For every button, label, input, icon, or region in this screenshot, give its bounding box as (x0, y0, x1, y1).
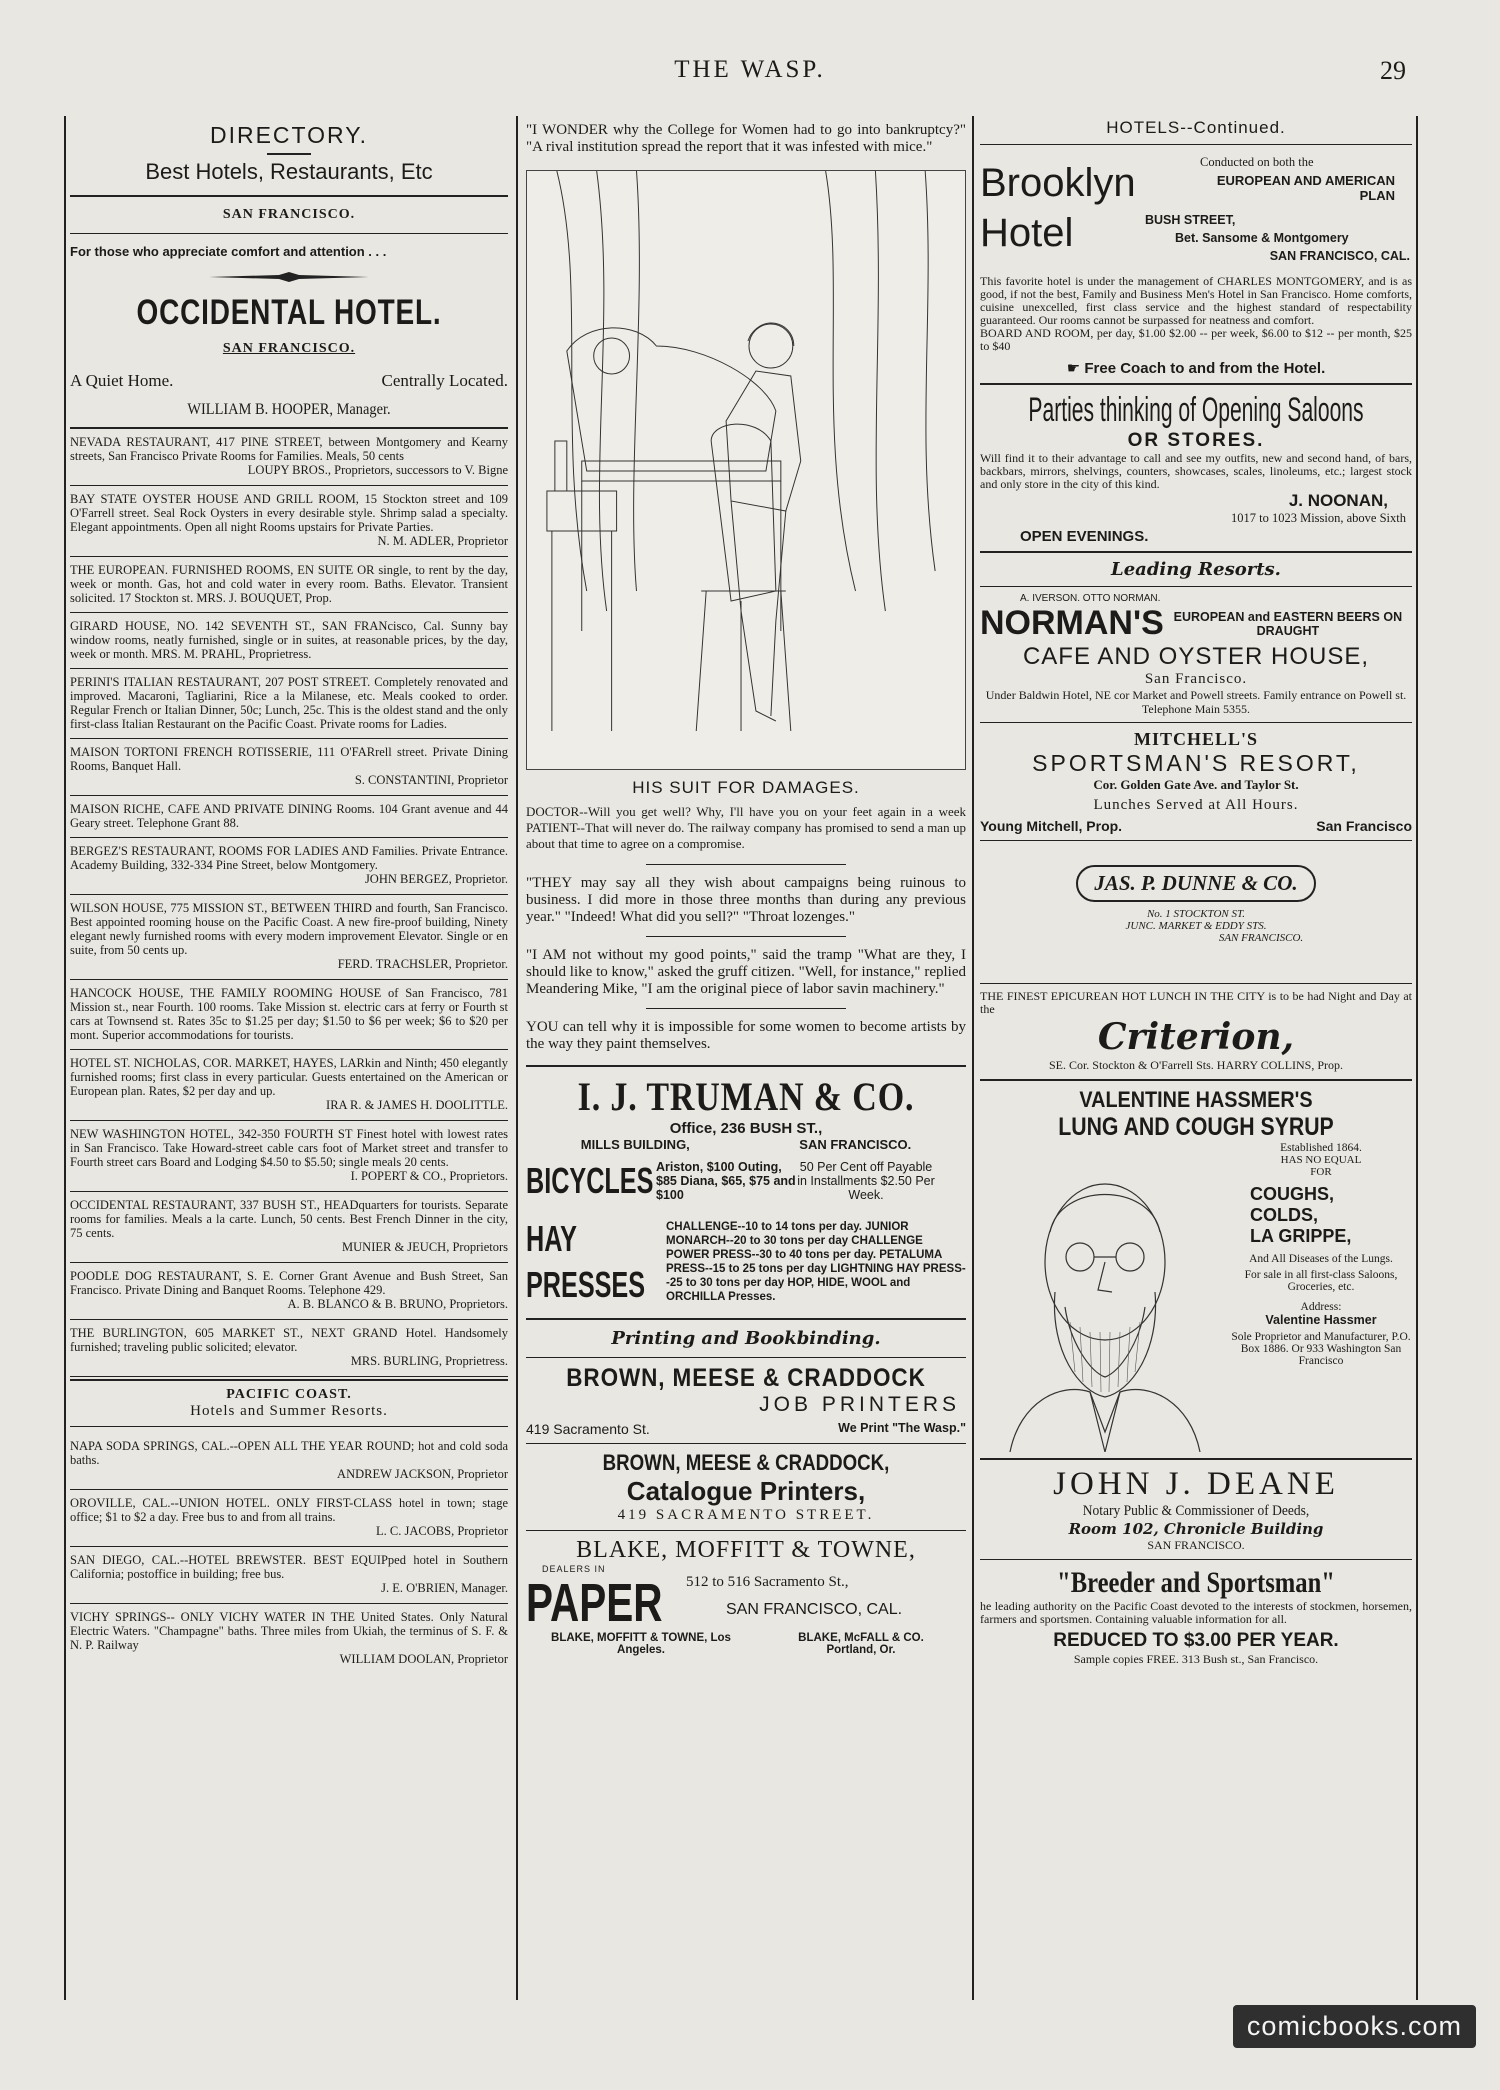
joke-college: "I WONDER why the College for Women had to go into bankruptcy?" "A rival institution spread the report that it was infested with mice." (526, 122, 966, 155)
ornament-rule (70, 269, 508, 287)
entry-text: OCCIDENTAL RESTAURANT, 337 BUSH ST., HEADquarters for tourists. Separate rooms for families. Meals a la carte. Lunch, 50 cents. Best French Dinner in the city, 75 cents. (70, 1198, 508, 1240)
divider (526, 1065, 966, 1067)
entry-text: WILSON HOUSE, 775 MISSION ST., BETWEEN THIRD and fourth, San Francisco. Best appointed rooming house on the Pacific Coast. A new fire-proof building, Ninety elegant newly furnished rooms with every modern improvement Elevator. Single or en suite, from 50 cents up. (70, 901, 508, 957)
bmt-paper-row (526, 1574, 966, 1632)
syrup-grippe: LA GRIPPE, (1250, 1226, 1352, 1246)
bicycles-terms: 50 Per Cent off Payable in Installments $2.50 Per Week. (797, 1160, 935, 1202)
entry-text: SAN DIEGO, CAL.--HOTEL BREWSTER. BEST EQUIPped hotel in Southern California; postoffice in building; free bus. (70, 1553, 508, 1581)
breeder-description: he leading authority on the Pacific Coast devoted to the interests of stockmen, horsemen, farmers and sportsmen. Containing valuable information for all. (980, 1599, 1412, 1626)
occidental-city: SAN FRANCISCO. (222, 341, 356, 356)
entry-signature: ANDREW JACKSON, Proprietor (337, 1467, 508, 1481)
mitchell-city: San Francisco (1316, 818, 1412, 834)
entry-text: NEVADA RESTAURANT, 417 PINE STREET, between Montgomery and Kearny streets, San Francisco Private Rooms for Families. Meals, 50 cents (70, 435, 508, 463)
criterion-name: Criterion, (1097, 1016, 1295, 1058)
brooklyn-hotel-ad (980, 151, 1412, 271)
directory-column (70, 118, 508, 1998)
directory-entry (70, 669, 508, 739)
deane-city: SAN FRANCISCO. (1147, 1538, 1245, 1552)
entry-text: VICHY SPRINGS-- ONLY VICHY WATER IN THE United States. Only Natural Electric Waters. "Champagne" baths. Three miles from Ukiah, the terminus of S. F. & N. P. Railway (70, 1610, 508, 1652)
truman-office: Office, 236 BUSH ST., (669, 1120, 823, 1137)
divider (70, 1379, 508, 1381)
entry-signature: MUNIER & JEUCH, Proprietors (342, 1240, 508, 1254)
entry-signature: FERD. TRACHSLER, Proprietor. (337, 957, 508, 971)
bmc-address-row (526, 1421, 966, 1437)
entry-signature: J. E. O'BRIEN, Manager. (381, 1581, 508, 1595)
truman-company-name: I. J. TRUMAN & CO. (577, 1074, 915, 1119)
mitchell-name: MITCHELL'S (1133, 729, 1259, 749)
hay-label: HAY (526, 1218, 577, 1259)
leading-resorts-heading: Leading Resorts. (1111, 559, 1281, 580)
norman-description: Under Baldwin Hotel, NE cor Market and Powell streets. Family entrance on Powell st. Telephone Main 5355. (985, 688, 1407, 716)
entry-text: POODLE DOG RESTAURANT, S. E. Corner Grant Avenue and Bush Street, San Francisco. Private Dining and Banquet Rooms. Telephone 429. (70, 1269, 508, 1297)
bmt-address-block (686, 1574, 902, 1619)
cartoon-illustration (526, 170, 966, 770)
norman-name: NORMAN'S (980, 604, 1164, 642)
directory-entry (70, 838, 508, 895)
brooklyn-between: Bet. Sansome & Montgomery (1175, 231, 1349, 245)
hotels-continued-heading: HOTELS--Continued. (1106, 118, 1286, 137)
joke-artists: YOU can tell why it is impossible for some women to become artists by the way they paint themselves. (526, 1019, 966, 1052)
hotels-continued-column (980, 118, 1412, 1998)
norman-owners: A. IVERSON. OTTO NORMAN. (1020, 593, 1161, 604)
divider (980, 144, 1412, 145)
pacific-coast-subheading: Hotels and Summer Resorts. (190, 1403, 388, 1419)
brooklyn-name-1: Brooklyn (980, 161, 1136, 205)
syrup-colds: COLDS, (1250, 1205, 1319, 1225)
humor-and-ads-column (526, 118, 966, 1998)
breeder-sample: Sample copies FREE. 313 Bush st., San Francisco. (1073, 1652, 1319, 1666)
bmc-address: 419 Sacramento St. (526, 1421, 650, 1437)
bicycles-label: BICYCLES (526, 1160, 654, 1201)
saloons-subtitle: OR STORES. (1127, 430, 1265, 451)
syrup-established: Established 1864. (1280, 1142, 1362, 1154)
divider (646, 1008, 846, 1009)
bmt-branch-la: BLAKE, MOFFITT & TOWNE, Los Angeles. (551, 1632, 731, 1656)
syrup-address-label: Address: (1300, 1301, 1342, 1313)
hay-presses-ad (526, 1216, 966, 1308)
cartoon-caption: HIS SUIT FOR DAMAGES. (632, 778, 860, 797)
dunne-logo (980, 847, 1412, 977)
entry-signature: S. CONSTANTINI, Proprietor (354, 773, 508, 787)
dunne-address-2: JUNC. MARKET & EDDY STS. (1125, 920, 1267, 932)
syrup-address-body: Sole Proprietor and Manufacturer, P.O. Box 1886. Or 933 Washington San Francisco (1231, 1331, 1411, 1367)
newspaper-title: THE WASP. (674, 56, 826, 83)
occidental-left-tagline: A Quiet Home. (70, 371, 174, 390)
syrup-title-1: VALENTINE HASSMER'S (1079, 1087, 1313, 1112)
syrup-diseases: And All Diseases of the Lungs. (1249, 1253, 1393, 1265)
truman-location (526, 1137, 966, 1152)
entry-signature: MRS. BURLING, Proprietress. (350, 1354, 508, 1368)
divider (70, 233, 508, 234)
directory-entries (70, 429, 508, 1377)
entry-text: MAISON RICHE, CAFE AND PRIVATE DINING Rooms. 104 Grant avenue and 44 Geary street. Telephone Grant 88. (70, 802, 508, 830)
bicycles-models: Ariston, $100 Outing, $85 Diana, $65, $75 and $100 (656, 1160, 796, 1202)
entry-text: MAISON TORTONI FRENCH ROTISSERIE, 111 O'FARrell street. Private Dining Rooms, Banquet Hall. (70, 745, 508, 773)
bmc2-address: 419 SACRAMENTO STREET. (617, 1507, 875, 1523)
bmc-print-note: We Print "The Wasp." (838, 1421, 966, 1435)
deane-title: Notary Public & Commissioner of Deeds, (1082, 1503, 1310, 1519)
entry-text: BERGEZ'S RESTAURANT, ROOMS FOR LADIES AND Families. Private Entrance. Academy Building, 332-334 Pine Street, below Montgomery. (70, 844, 508, 872)
pointing-hand-icon: ☛ (1066, 360, 1085, 377)
directory-entry (70, 1320, 508, 1377)
entry-signature: N. M. ADLER, Proprietor (377, 534, 508, 548)
presses-label: PRESSES (526, 1264, 646, 1305)
bicycles-ad (526, 1160, 966, 1202)
mitchell-subtitle: SPORTSMAN'S RESORT, (1032, 750, 1360, 776)
divider (980, 586, 1412, 587)
norman-title-row (980, 604, 1412, 643)
hay-press-models: CHALLENGE--10 to 14 tons per day. JUNIOR MONARCH--20 to 30 tons per day CHALLENGE POWER PRESS--30 to 40 tons per day. PETALUMA PRESS--15 to 25 tons per day LIGHTNING HAY PRESS--25 to 30 tons per day HOP, HIDE, WOOL and ORCHILLA Presses. (666, 1221, 966, 1303)
deane-name: JOHN J. DEANE (1053, 1466, 1339, 1502)
bmt-address: 512 to 516 Sacramento St., (686, 1574, 849, 1590)
entry-text: NAPA SODA SPRINGS, CAL.--OPEN ALL THE YEAR ROUND; hot and cold soda baths. (70, 1439, 508, 1467)
entry-text: HOTEL ST. NICHOLAS, COR. MARKET, HAYES, LARkin and Ninth; 450 elegantly furnished rooms; first class in every particular. Guests entertained on the American or European plan. Rates, $2 per day and up. (70, 1056, 508, 1098)
bmt-paper: PAPER (526, 1573, 663, 1633)
entry-text: PERINI'S ITALIAN RESTAURANT, 207 POST STREET. Completely renovated and improved. Macaroni, Tagliarini, Rice a la Milanese, etc. Meals cooked to order. Regular French or Italian Dinner, 50c; Lunch, 25c. This is the oldest stand and the only first-class Italian Restaurant on the Pacific Coast. Private rooms for Ladies. (70, 675, 508, 731)
divider (980, 840, 1412, 841)
entry-signature: L. C. JACOBS, Proprietor (376, 1524, 508, 1538)
resort-entry (70, 1547, 508, 1604)
mitchell-footer (980, 818, 1412, 834)
resort-entry (70, 1433, 508, 1490)
mitchell-lunch: Lunches Served at All Hours. (1093, 797, 1299, 813)
brooklyn-street: BUSH STREET, (1145, 213, 1236, 227)
criterion-address: SE. Cor. Stockton & O'Farrell Sts. HARRY COLLINS, Prop. (1048, 1058, 1344, 1072)
resort-entry (70, 1490, 508, 1547)
directory-entry (70, 557, 508, 613)
brooklyn-description: This favorite hotel is under the management of CHARLES MONTGOMERY, and is as good, if not the best, Family and Business Men's Hotel in San Francisco. Home comforts, cuisine unexcelled, first class service and the highest standard of respectability guaranteed. Our rooms cannot be surpassed for neatness and comfort. (980, 274, 1412, 327)
comfort-line: For those who appreciate comfort and attention . . . (70, 244, 387, 259)
mitchell-address: Cor. Golden Gate Ave. and Taylor St. (1093, 777, 1299, 792)
pacific-coast-heading: PACIFIC COAST. (226, 1387, 352, 1402)
divider (526, 1357, 966, 1358)
directory-entry (70, 1050, 508, 1121)
dunne-name: JAS. P. DUNNE & CO. (1076, 865, 1315, 902)
criterion-lead: THE FINEST EPICUREAN HOT LUNCH IN THE CITY is to be had Night and Day at the (980, 989, 1412, 1016)
entry-text: BAY STATE OYSTER HOUSE AND GRILL ROOM, 15 Stockton street and 109 O'Farrell street. Seal Rock Oysters in every desirable style. Shrimp salad a specialty. Elegant appointments. Open all night Rooms upstairs for Private Parties. (70, 492, 508, 534)
printing-heading: Printing and Bookbinding. (611, 1328, 881, 1349)
noonan-address: 1017 to 1023 Mission, above Sixth (1230, 511, 1406, 525)
resort-entry (70, 1604, 508, 1674)
breeder-name: "Breeder and Sportsman" (1057, 1566, 1335, 1599)
occidental-manager: WILLIAM B. HOOPER, Manager. (187, 401, 391, 418)
entry-signature: LOUPY BROS., Proprietors, successors to V. Bigne (247, 463, 508, 477)
column-divider (972, 116, 974, 2000)
occidental-hotel-name: OCCIDENTAL HOTEL. (136, 293, 442, 332)
column-divider (516, 116, 518, 2000)
divider (980, 1559, 1412, 1560)
bmc2-catalogue: Catalogue Printers, (626, 1476, 866, 1506)
bmt-branches (526, 1632, 966, 1656)
divider (646, 936, 846, 937)
syrup-no-equal: HAS NO EQUAL FOR (1280, 1154, 1362, 1178)
syrup-address-name: Valentine Hassmer (1265, 1313, 1377, 1327)
syrup-details (1230, 1142, 1412, 1452)
dunne-city: SAN FRANCISCO. (1218, 932, 1304, 944)
entry-text: NEW WASHINGTON HOTEL, 342-350 FOURTH ST Finest hotel with lowest rates in San Francisco. Take Howard-street cable cars foot of Market street and transfer to Fourth street cars Board and Lodging $4.50 to $5.50; single meals 20 cents. (70, 1127, 508, 1169)
directory-entry (70, 486, 508, 557)
noonan-open: OPEN EVENINGS. (1020, 528, 1149, 545)
norman-beers: EUROPEAN and EASTERN BEERS ON DRAUGHT (1173, 609, 1403, 638)
brooklyn-coach (980, 359, 1412, 377)
saloons-description: Will find it to their advantage to call and see my outfits, new and second hand, of bars, backbars, mirrors, shelvings, counters, showcases, scales, linoleums, etc.; largest stock and only store in the city of this kind. (980, 451, 1412, 491)
noonan-name: J. NOONAN, (1288, 491, 1388, 510)
cartoon-drawing (527, 171, 965, 771)
directory-subtitle: Best Hotels, Restaurants, Etc (145, 159, 433, 184)
brooklyn-name-2: Hotel (980, 211, 1074, 255)
directory-entry (70, 613, 508, 669)
entry-text: GIRARD HOUSE, NO. 142 SEVENTH ST., SAN FRANcisco, Cal. Sunny bay window rooms, neatly furnished, single or in suites, at reasonable prices, by the day, week or month. MRS. M. PRAHL, Proprietress. (70, 619, 508, 661)
divider (980, 1079, 1412, 1081)
bmc2-name: BROWN, MEESE & CRADDOCK, (602, 1450, 890, 1475)
divider (980, 383, 1412, 385)
entry-text: THE BURLINGTON, 605 MARKET ST., NEXT GRAND Hotel. Handsomely furnished; traveling public solicited; elevator. (70, 1326, 508, 1354)
occidental-right-tagline: Centrally Located. (381, 371, 508, 390)
page-header (0, 56, 1500, 96)
hay-presses-label (526, 1216, 646, 1308)
deane-room: Room 102, Chronicle Building (1068, 1520, 1324, 1538)
cartoon-dialog: DOCTOR--Will you get well? Why, I'll have you on your feet again in a week PATIENT--That will never do. The railway company has promised to send a man up about that time to agree on a compromise. (526, 804, 966, 851)
truman-city: SAN FRANCISCO. (799, 1137, 912, 1152)
mitchell-proprietor: Young Mitchell, Prop. (980, 818, 1123, 834)
brooklyn-coach-text: Free Coach to and from the Hotel. (1084, 360, 1326, 377)
divider (70, 195, 508, 197)
brooklyn-city: SAN FRANCISCO, CAL. (1269, 249, 1410, 263)
occidental-taglines (70, 371, 508, 391)
divider (980, 983, 1412, 984)
joke-campaigns: "THEY may say all they wish about campaigns being ruinous to business. I did more in those three months than during any previous year." "Indeed! What did you sell?" "Throat lozenges." (526, 875, 966, 925)
syrup-for-sale: For sale in all first-class Saloons, Groceries, etc. (1244, 1269, 1398, 1293)
syrup-body (980, 1142, 1412, 1452)
syrup-title-2: LUNG AND COUGH SYRUP (1058, 1113, 1334, 1141)
directory-entry (70, 739, 508, 796)
bearded-man-portrait-icon (980, 1142, 1230, 1452)
bmt-name: BLAKE, MOFFITT & TOWNE, (576, 1537, 916, 1563)
page-number: 29 (1380, 56, 1406, 85)
bmt-branch-portland: BLAKE, McFALL & CO. Portland, Or. (798, 1632, 924, 1656)
divider (70, 1426, 508, 1427)
divider (980, 722, 1412, 723)
divider (526, 1530, 966, 1531)
divider (980, 1458, 1412, 1460)
entry-text: HANCOCK HOUSE, THE FAMILY ROOMING HOUSE of San Francisco, 781 Mission st., near Fourth. 100 rooms. Take Mission st. electric cars at ferry or Fourth st cars at Townsend st. Rates 35c to $1.25 per day; $1.50 to $6 per week; $6 to $20 per mont. Superior accommodations for tourists. (70, 986, 508, 1042)
entry-text: THE EUROPEAN. FURNISHED ROOMS, EN SUITE OR single, to rent by the day, week or month. Gas, hot and cold water in every room. Baths. Elevator. Transient solicited. 17 Stockton st. MRS. J. BOUQUET, Prop. (70, 563, 508, 605)
brooklyn-rates: BOARD AND ROOM, per day, $1.00 $2.00 -- per week, $6.00 to $12 -- per month, $25 to $40 (980, 326, 1412, 353)
brooklyn-conducted: Conducted on both the (1200, 155, 1314, 169)
entry-signature: I. POPERT & CO., Proprietors. (350, 1169, 508, 1183)
entry-text: OROVILLE, CAL.--UNION HOTEL. ONLY FIRST-CLASS hotel in town; stage office; $1 to $2 a day. Free bus to and from all trains. (70, 1496, 508, 1524)
bmc-name: BROWN, MEESE & CRADDOCK (566, 1364, 926, 1392)
truman-building: MILLS BUILDING, (580, 1137, 690, 1152)
divider (646, 864, 846, 865)
divider (526, 1318, 966, 1320)
section-heading-sf: SAN FRANCISCO. (222, 207, 356, 222)
divider (526, 1443, 966, 1444)
bmc-job-printers: JOB PRINTERS (759, 1393, 960, 1416)
breeder-price: REDUCED TO $3.00 PER YEAR. (1053, 1630, 1339, 1651)
directory-entry (70, 429, 508, 486)
divider (267, 153, 311, 155)
bmt-dealers: DEALERS IN (542, 1564, 606, 1574)
joke-tramp: "I AM not without my good points," said the tramp "What are they, I should like to know," asked the gruff citizen. "Well, for instance," replied Meandering Mike, "I am the original piece of labor savin machinery." (526, 947, 966, 997)
entry-signature: A. B. BLANCO & B. BRUNO, Proprietors. (287, 1297, 508, 1311)
norman-subtitle: CAFE AND OYSTER HOUSE, (1022, 643, 1370, 670)
divider (980, 551, 1412, 553)
bmt-city: SAN FRANCISCO, CAL. (726, 1601, 903, 1618)
norman-city: San Francisco. (1144, 671, 1248, 687)
entry-signature: IRA R. & JAMES H. DOOLITTLE. (326, 1098, 508, 1112)
dunne-address-1: No. 1 STOCKTON ST. (1146, 908, 1246, 920)
brooklyn-plan: EUROPEAN AND AMERICAN PLAN (1216, 173, 1395, 203)
syrup-coughs: COUGHS, (1250, 1184, 1335, 1204)
directory-entry (70, 980, 508, 1050)
directory-entry (70, 1121, 508, 1192)
directory-title: DIRECTORY. (209, 122, 369, 148)
directory-entry (70, 895, 508, 980)
site-watermark: comicbooks.com (1233, 2005, 1476, 2048)
saloons-title: Parties thinking of Opening Saloons (1028, 391, 1364, 429)
portrait-illustration (980, 1142, 1230, 1452)
entry-signature: JOHN BERGEZ, Proprietor. (364, 872, 508, 886)
directory-entry (70, 1263, 508, 1320)
entry-signature: WILLIAM DOOLAN, Proprietor (339, 1652, 508, 1666)
directory-entry (70, 1192, 508, 1263)
directory-entry (70, 796, 508, 838)
